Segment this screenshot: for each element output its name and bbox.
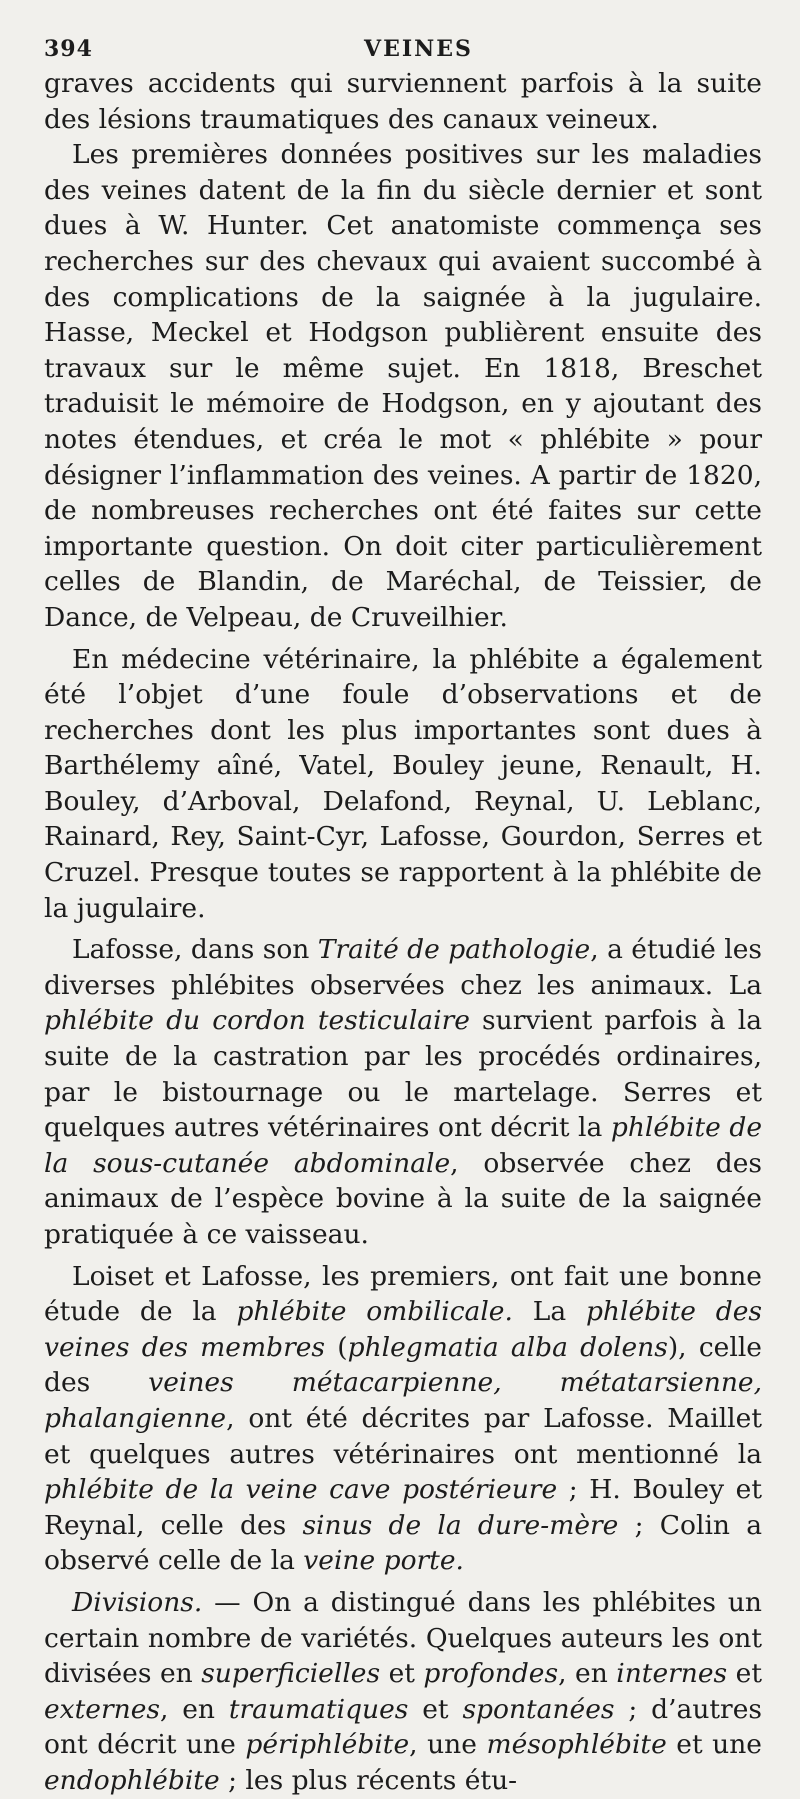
text-run: ( — [325, 1331, 348, 1363]
text-run: ; les plus récents étu- — [219, 1764, 518, 1796]
text-run: La — [512, 1296, 586, 1328]
text-run: et une — [666, 1729, 762, 1761]
text-run: — On a distingué dans les phlébites un certain nombre de variétés. Quelques auteurs les ont divisées en — [44, 1586, 762, 1690]
paragraph — [44, 1259, 762, 1579]
text-run: ), celle des — [44, 1331, 762, 1399]
italic-run: phlébite des veines des membres — [44, 1296, 762, 1363]
text-run: ; H. Bouley et Reynal, celle des — [44, 1474, 762, 1541]
text-run: Loiset et Lafosse, les premiers, ont fait une bonne étude de la — [44, 1260, 762, 1328]
text-run: , ont été décrites par Lafosse. Maillet et quelques autres vétérinaires ont mentionné la — [44, 1402, 762, 1470]
text-run: , observée chez des animaux de l’espèce bovine à la suite de la saignée pratiquée à ce vaisseau. — [44, 1147, 762, 1250]
paragraph — [44, 137, 762, 635]
text-run: , a étudié les diverses phlébites observées chez les animaux. La — [44, 934, 763, 1001]
text-run: ; d’autres ont décrit une — [44, 1693, 762, 1761]
italic-run: phlébite ombilicale. — [236, 1296, 513, 1328]
italic-run: endophlébite — [44, 1764, 220, 1796]
running-title: VEINES — [364, 36, 473, 62]
italic-run: Traité de pathologie — [317, 934, 591, 966]
italic-run: périphlébite — [245, 1729, 410, 1761]
italic-run: mésophlébite — [486, 1729, 667, 1761]
italic-run: veines métacarpienne, métatarsienne, phalangienne — [44, 1367, 762, 1434]
text-run: graves accidents qui surviennent parfois à la suite des lésions traumatiques des canaux veineux. — [44, 68, 762, 135]
text-run: , en — [558, 1658, 617, 1690]
italic-run: superficielles — [201, 1658, 381, 1690]
paragraph — [44, 932, 762, 1252]
italic-run: sinus de la dure-mère — [302, 1509, 619, 1541]
text-run: et — [408, 1693, 463, 1725]
paragraph — [44, 1585, 762, 1799]
text-run: , une — [409, 1729, 487, 1761]
section-heading: Divisions. — [72, 1586, 203, 1618]
text-run: et — [380, 1658, 424, 1690]
page-number: 394 — [44, 36, 93, 62]
running-head — [44, 26, 762, 66]
italic-run: externes — [44, 1693, 160, 1725]
italic-run: phlébite de la veine cave postérieure — [44, 1474, 558, 1506]
italic-run: internes — [616, 1658, 728, 1690]
italic-run: phlegmatia alba dolens — [347, 1331, 668, 1363]
italic-run: veine porte. — [303, 1545, 464, 1577]
text-run: survient parfois à la suite de la castration par les procédés ordinaires, par le bistournage ou le martelage. Serres et quelques autres vétérinaires ont décrit la — [44, 1005, 762, 1144]
italic-run: spontanées — [462, 1693, 615, 1725]
text-run: En médecine vétérinaire, la phlébite a également été l’objet d’une foule d’observations et de recherches dont les plus importantes sont dues à Barthélemy aîné, Vatel, Bouley jeune, Renault, H. Bouley, d’Arboval, Delafond, Reynal, U. Leblanc, Rainard, Rey, Saint-Cyr, Lafosse, Gourdon, Serres et Cruzel. Presque toutes se rapportent à la phlébite de la jugulaire. — [44, 643, 762, 924]
text-run: , en — [159, 1693, 229, 1725]
text-run: et — [727, 1658, 762, 1690]
text-run: Lafosse, dans son — [72, 934, 318, 966]
text-run: ; Colin a observé celle de la — [44, 1509, 763, 1577]
text-run: Les premières données positives sur les maladies des veines datent de la fin du siècle dernier et sont dues à W. Hunter. Cet anatomiste commença ses recherches sur des chevaux qui avaient succombé à des complications de la saignée à la jugulaire. Hasse, Meckel et Hodgson publièrent ensuite des travaux sur le même sujet. En 1818, Breschet traduisit le mémoire de Hodgson, en y ajoutant des notes étendues, et créa le mot « phlébite » pour désigner l’inflammation des veines. A partir de 1820, de nombreuses recherches ont été faites sur cette importante question. On doit citer particulièrement celles de Blandin, de Maréchal, de Teissier, de Dance, de Velpeau, de Cruveilhier. — [44, 139, 762, 633]
paragraph — [44, 642, 762, 927]
paragraph — [44, 66, 762, 137]
italic-run: profondes — [423, 1658, 559, 1690]
italic-run: phlébite du cordon testiculaire — [44, 1005, 470, 1037]
italic-run: phlébite de la sous-cutanée abdominale — [44, 1112, 763, 1179]
italic-run: traumatiques — [228, 1693, 409, 1725]
